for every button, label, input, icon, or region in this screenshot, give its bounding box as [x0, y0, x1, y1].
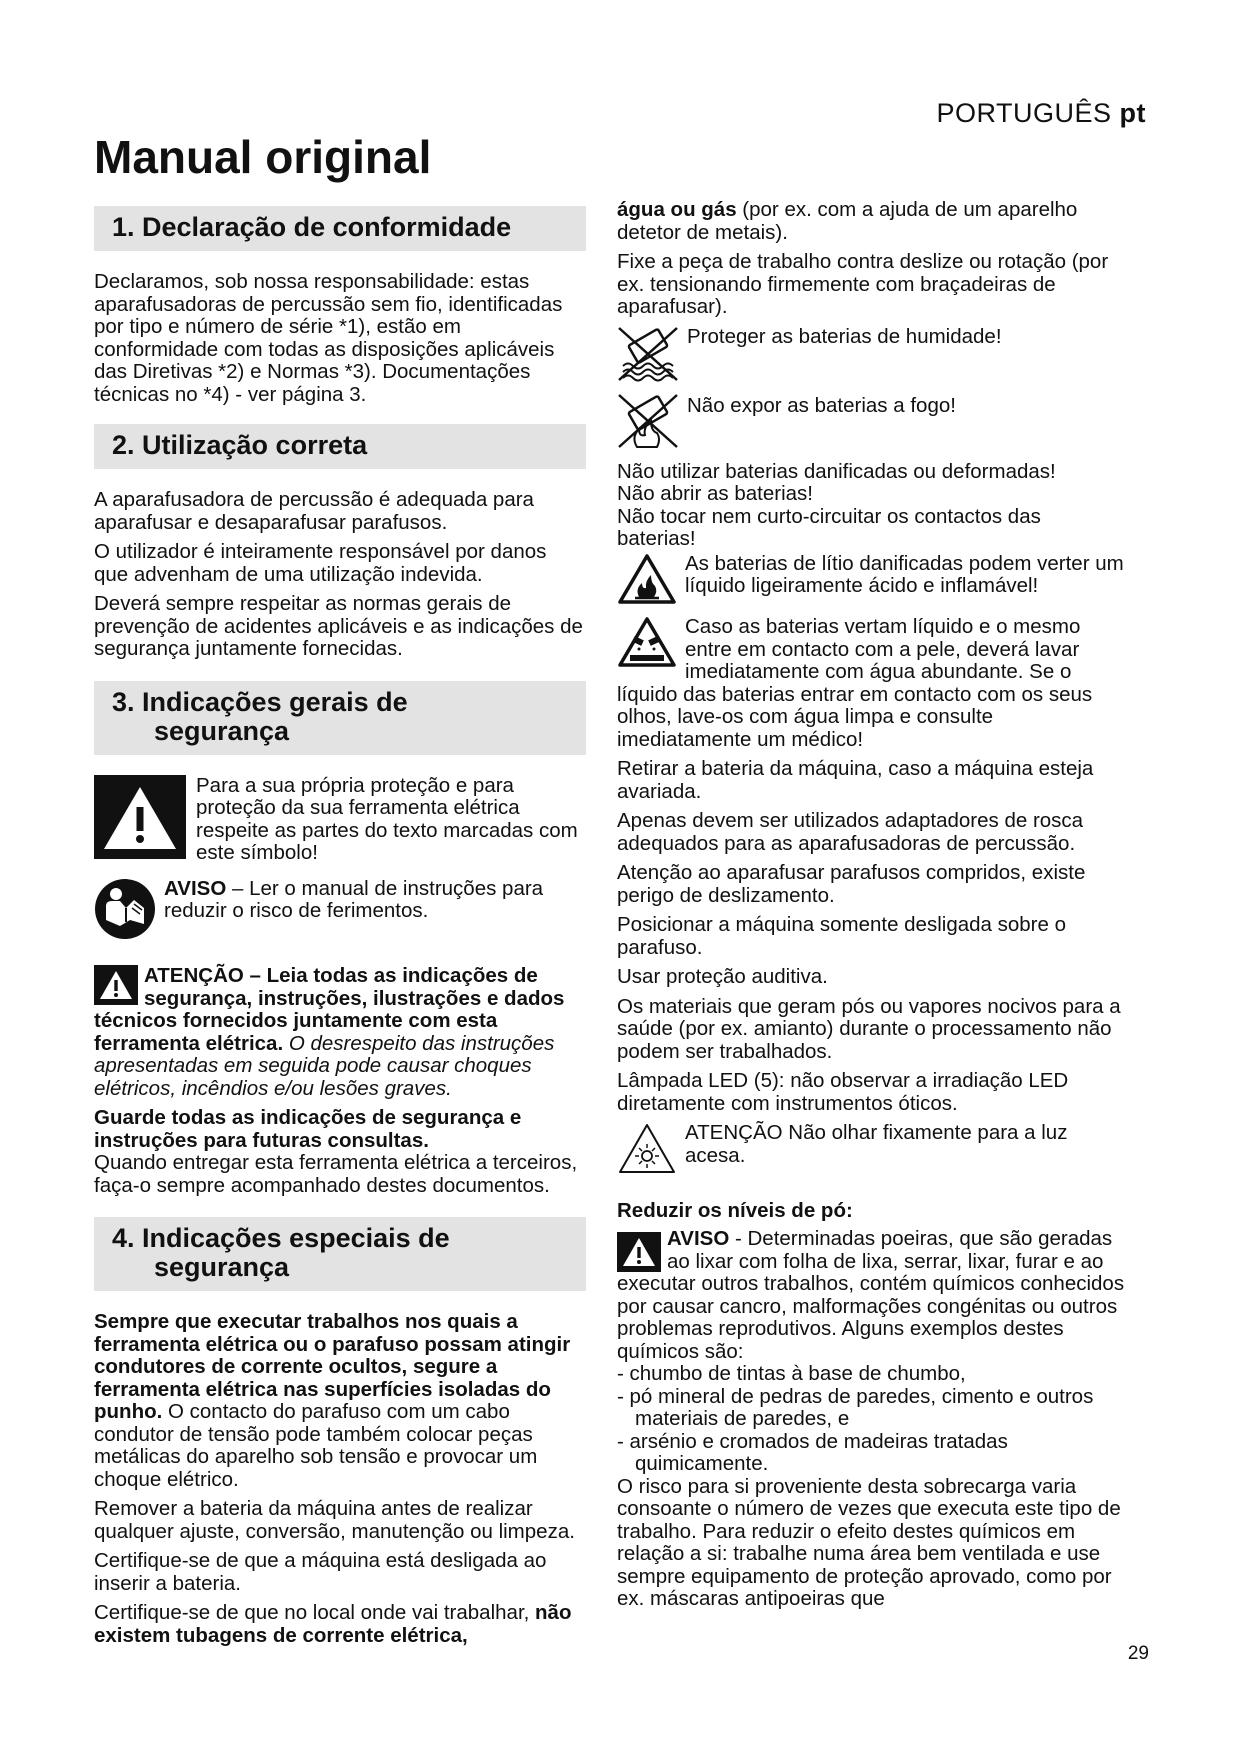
right-p20: O risco para si proveniente desta sobrecarga varia consoante o número de vezes que executa este tipo de trabalho. Para reduzir o efeito destes químicos em relação a si: trabalhe numa área bem ventilada e use sempre equipamento de proteção aprovado, como por ex. máscaras antipoeiras que [617, 1474, 1121, 1610]
right-p4: Não expor as baterias a fogo! [687, 394, 956, 417]
right-column [617, 199, 1125, 1618]
atencao-bold: ATENÇÃO – Leia todas as indicações de segurança, instruções, ilustrações e dados técnicos fornecidos juntamente com esta ferramenta elétrica. [94, 964, 565, 1055]
warning-triangle-icon [617, 1232, 661, 1272]
dust-aviso-text: - Determinadas poeiras, que são geradas ao lixar com folha de lixa, serrar, lixar, furar e ao executar outros trabalhos, contém químicos conhecidos por causar cancro, malformações congénitas ou outros problemas reprodutivos. Alguns exemplos destes químicos são: [617, 1227, 1125, 1363]
section-3-heading: 3. Indicações gerais de segurança [94, 681, 586, 755]
language-header [936, 98, 1146, 129]
right-p13: Posicionar a máquina somente desligada sobre o parafuso. [617, 913, 1066, 959]
right-p5: Não utilizar baterias danificadas ou deformadas! [617, 459, 1056, 483]
section-4-p4-text: Certifique-se de que no local onde vai trabalhar, [94, 1601, 536, 1624]
atencao-italic: O desrespeito das instruções apresentadas em seguida pode causar choques elétricos, incêndios e/ou lesões graves. [94, 1031, 555, 1100]
aviso-label: AVISO [164, 876, 227, 900]
led-light-warning-icon [617, 1122, 677, 1182]
guarde-bold: Guarde todas as indicações de segurança e instruções para futuras consultas. [94, 1106, 522, 1152]
flammable-icon [617, 553, 677, 611]
left-column [94, 200, 586, 1654]
symbol-explanation [94, 775, 586, 872]
fire-warning [617, 393, 1125, 455]
right-p14: Usar proteção auditiva. [617, 965, 828, 988]
section-1-heading: 1. Declaração de conformidade [94, 206, 586, 251]
warning-triangle-icon [94, 775, 186, 859]
right-p10: Retirar a bateria da máquina, caso a máquina esteja avariada. [617, 757, 1094, 803]
list-item: - pó mineral de pedras de paredes, cimento e outros materiais de paredes, e [617, 1384, 1094, 1430]
no-fire-battery-icon [617, 393, 679, 455]
right-p11: Apenas devem ser utilizados adaptadores de rosca adequados para as aparafusadoras de percussão. [617, 809, 1084, 855]
section-1-body: Declaramos, sob nossa responsabilidade: estas aparafusadoras de percussão sem fio, identificadas por tipo e número de série *1), estão em conformidade com todas as disposições aplicáveis das Diretivas *2) e Normas *3). Documentações técnicas no *4) - ver página 3. [94, 270, 563, 406]
right-p16: Lâmpada LED (5): não observar a irradiação LED diretamente com instrumentos óticos. [617, 1069, 1069, 1115]
dust-aviso [617, 1228, 1125, 1363]
right-p1-bold: água ou gás [617, 198, 737, 221]
led-warning [617, 1122, 1125, 1182]
list-item: - arsénio e cromados de madeiras tratadas quimicamente. [617, 1429, 1008, 1475]
no-water-battery-icon [617, 326, 679, 388]
corrosive-icon [617, 616, 677, 674]
read-manual-icon [94, 878, 156, 946]
right-p7: Não tocar nem curto-circuitar os contactos das baterias! [617, 504, 1041, 550]
section-4-p2: Remover a bateria da máquina antes de realizar qualquer ajuste, conversão, manutenção ou limpeza. [94, 1497, 575, 1543]
guarde-text: Quando entregar esta ferramenta elétrica a terceiros, faça-o sempre acompanhado destes documentos. [94, 1151, 578, 1197]
section-2-heading: 2. Utilização correta [94, 424, 586, 469]
page-title: Manual original [94, 131, 432, 183]
section-4-p1-text: O contacto do parafuso com um cabo condutor de tensão pode também colocar peças metálicas do aparelho sob tensão e provocar um choque elétrico. [94, 1400, 538, 1491]
right-p1-text: (por ex. com a ajuda de um aparelho detetor de metais). [617, 198, 1078, 244]
right-p6: Não abrir as baterias! [617, 482, 813, 505]
language-label: PORTUGUÊS [936, 98, 1112, 128]
warning-triangle-icon [94, 965, 138, 1005]
atencao-block [94, 965, 586, 1100]
section-2-p1: A aparafusadora de percussão é adequada para aparafusar e desaparafusar parafusos. [94, 488, 534, 534]
dust-aviso-label: AVISO [667, 1227, 730, 1250]
right-p12: Atenção ao aparafusar parafusos compridos, existe perigo de deslizamento. [617, 861, 1086, 907]
right-p8: As baterias de lítio danificadas podem verter um líquido ligeiramente ácido e inflamável! [685, 551, 1124, 597]
language-code: pt [1119, 98, 1146, 128]
list-item: - chumbo de tintas à base de chumbo, [617, 1362, 966, 1385]
section-4-p3: Certifique-se de que a máquina está desligada ao inserir a bateria. [94, 1549, 547, 1595]
right-p2: Fixe a peça de trabalho contra deslize ou rotação (por ex. tensionando firmemente com braçadeiras de aparafusar). [617, 250, 1109, 318]
section-2-p2: O utilizador é inteiramente responsável por danos que advenham de uma utilização indevida. [94, 540, 547, 586]
humidity-warning [617, 326, 1125, 388]
dust-heading: Reduzir os níveis de pó: [617, 1198, 853, 1222]
section-4-p4-bold: não existem tubagens de corrente elétrica, [94, 1601, 572, 1647]
aviso-read-manual [94, 878, 586, 946]
section-4-heading: 4. Indicações especiais de segurança [94, 1217, 586, 1291]
right-p15: Os materiais que geram pós ou vapores nocivos para a saúde (por ex. amianto) durante o processamento não podem ser trabalhados. [617, 994, 1121, 1063]
right-p17: ATENÇÃO Não olhar fixamente para a luz acesa. [685, 1121, 1068, 1167]
aviso-text: – Ler o manual de instruções para reduzir o risco de ferimentos. [164, 876, 544, 922]
section-2-p3: Deverá sempre respeitar as normas gerais de prevenção de acidentes aplicáveis e as indicações de segurança juntamente fornecidas. [94, 592, 583, 660]
right-p9: Caso as baterias vertam líquido e o mesmo entre em contacto com a pele, deverá lavar imediatamente com água abundante. Se o líquido das baterias entrar em contacto com os seus olhos, lave-os com água limpa e consulte imediatamente um médico! [617, 615, 1093, 751]
corrosive-warning [617, 616, 1125, 751]
right-p3: Proteger as baterias de humidade! [687, 324, 1002, 348]
flammable-warning [617, 553, 1125, 611]
page-number: 29 [1127, 1643, 1149, 1664]
section-4-p1-bold: Sempre que executar trabalhos nos quais a ferramenta elétrica ou o parafuso possam atingir condutores de corrente ocultos, segure a ferramenta elétrica nas superfícies isoladas do punho. [94, 1310, 571, 1423]
symbol-text: Para a sua própria proteção e para proteção da sua ferramenta elétrica respeite as partes do texto marcadas com este símbolo! [196, 773, 578, 864]
